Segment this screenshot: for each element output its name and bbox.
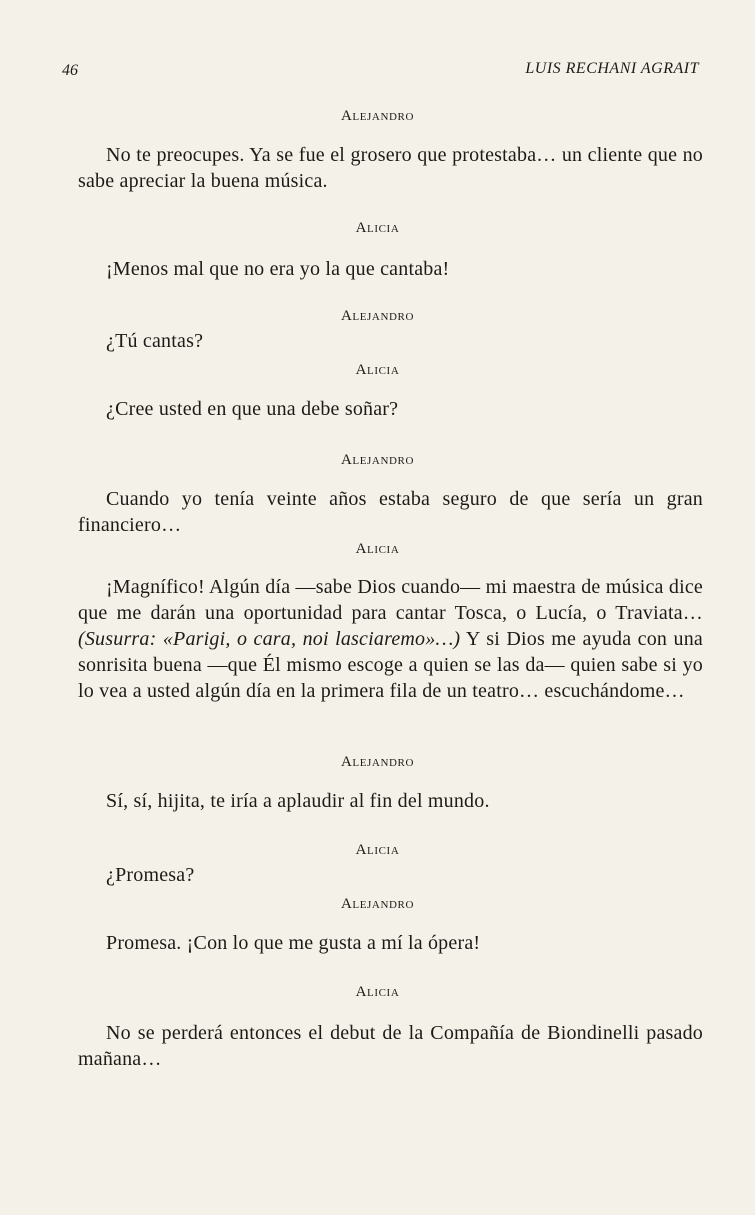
stage-direction: (Susurra: «Parigi, o cara, noi lasciaremo»…) [78,628,461,650]
speaker-name: Alicia [355,842,400,858]
dialogue-line [78,574,703,704]
dialogue-line: ¿Promesa? [106,864,195,886]
dialogue-text: Y si Dios me ayuda con una sonrisita buena —que Él mismo escoge a quien se las da— quien sabe si yo lo vea a usted algún día en la primera fila de un teatro… escuchándome… [78,628,703,702]
speaker-name: Alejandro [340,108,415,124]
page-number: 46 [62,62,78,79]
speaker-name: Alicia [355,984,400,1000]
dialogue-line: Cuando yo tenía veinte años estaba seguro de que sería un gran financiero… [78,488,703,536]
dialogue-line: Sí, sí, hijita, te iría a aplaudir al fin del mundo. [106,790,490,812]
running-head: LUIS RECHANI AGRAIT [525,60,699,77]
speaker-name: Alejandro [340,308,415,324]
speaker-name: Alejandro [340,896,415,912]
dialogue-line: Promesa. ¡Con lo que me gusta a mí la ópera! [106,932,481,954]
speaker-name: Alicia [355,220,400,236]
speaker-name: Alicia [355,541,400,557]
dialogue-line: No se perderá entonces el debut de la Compañía de Biondinelli pasado mañana… [78,1022,703,1070]
dialogue-line: ¡Menos mal que no era yo la que cantaba! [106,258,450,280]
speaker-name: Alicia [355,362,400,378]
dialogue-line: ¿Tú cantas? [106,330,204,352]
speaker-name: Alejandro [340,754,415,770]
dialogue-line: ¿Cree usted en que una debe soñar? [106,398,399,420]
dialogue-line: No te preocupes. Ya se fue el grosero que protestaba… un cliente que no sabe apreciar la buena música. [78,144,703,192]
dialogue-text: ¡Magnífico! Algún día —sabe Dios cuando— mi maestra de música dice que me darán una oportunidad para cantar Tosca, o Lucía, o Traviata… [78,576,703,624]
speaker-name: Alejandro [340,452,415,468]
